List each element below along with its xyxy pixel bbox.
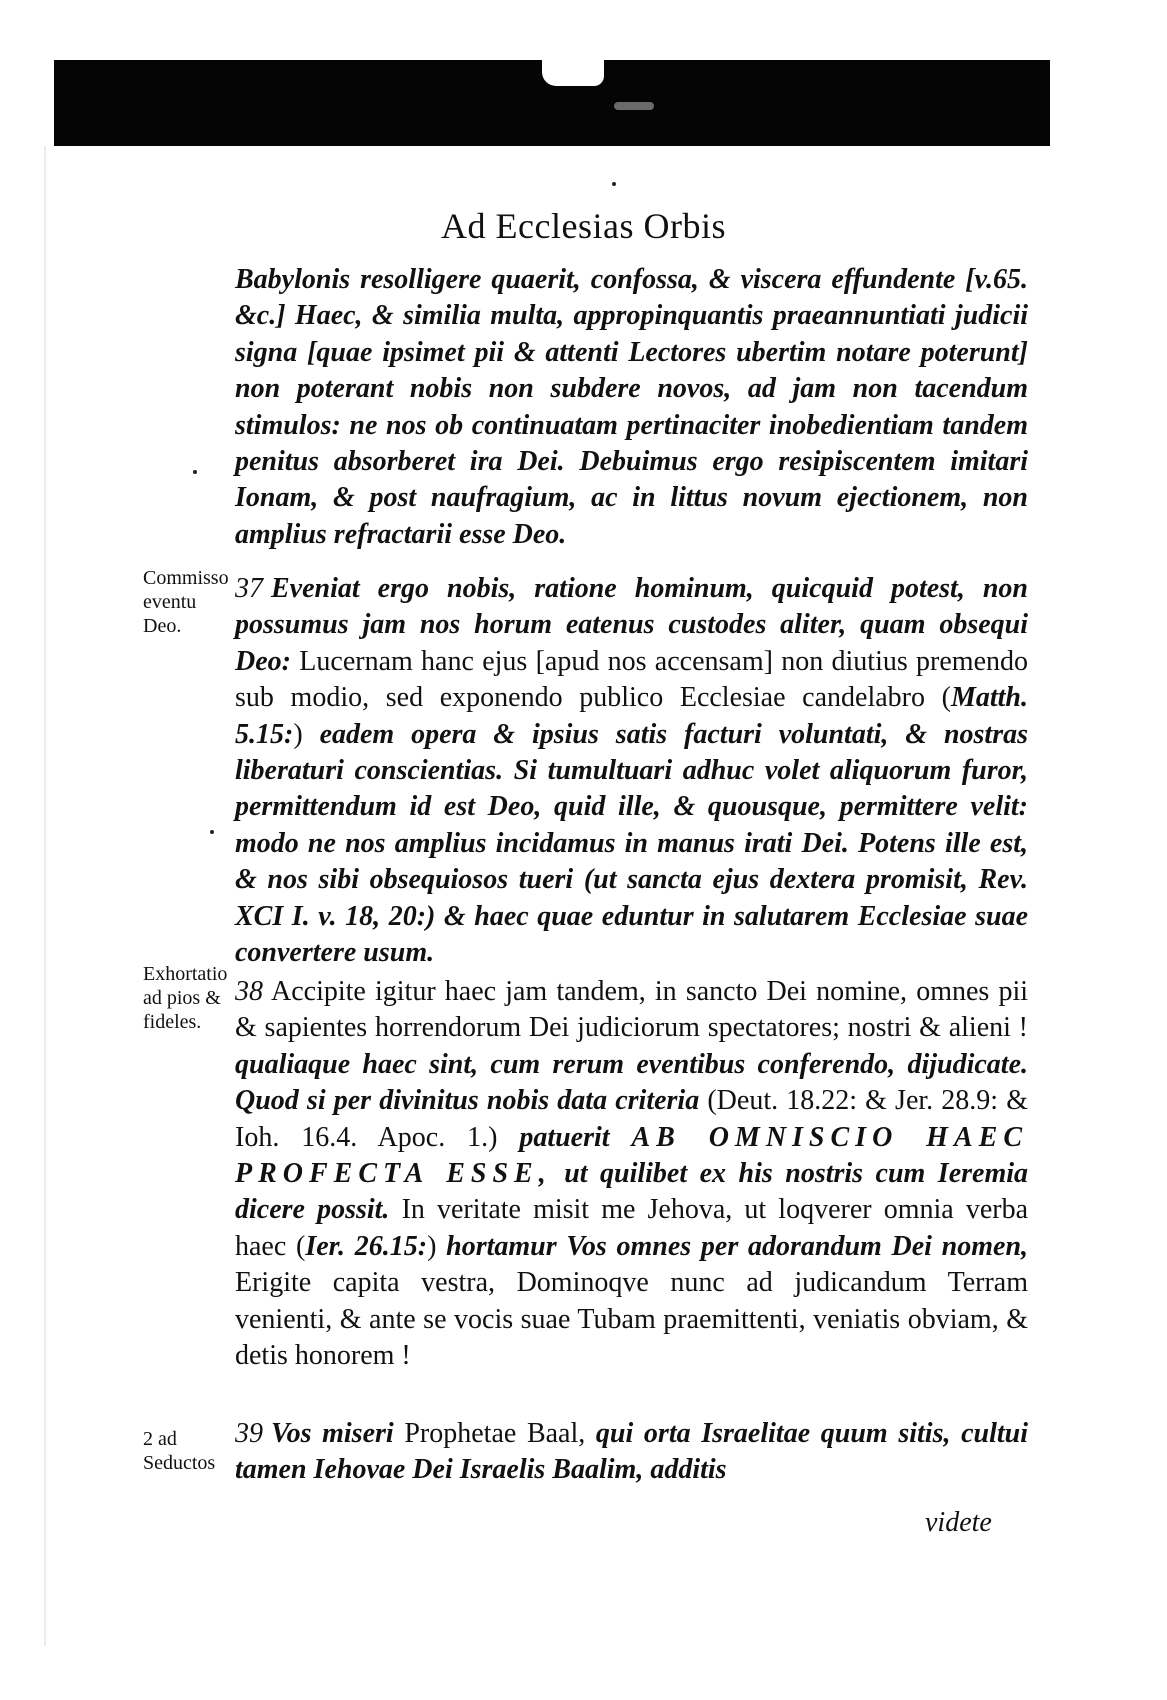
paragraph-number-38: 38 <box>235 976 263 1007</box>
p38-italic-1: qualiaque haec sint, cum rerum eventibus conferendo, dijudicate. Quod si per divinitus nobis data criteria <box>235 1048 1028 1117</box>
p38-italic-4: hortamur Vos omnes per adorandum Dei nomen, <box>446 1230 1029 1262</box>
speck <box>193 470 197 474</box>
scan-artifact-2 <box>614 102 654 110</box>
scan-header-bar <box>54 60 1050 146</box>
p37-roman-1: Lucernam hanc ejus [apud nos accensam] non diutius premendo sub modio, sed exponendo publico Ecclesiae candelabro ( <box>235 645 1029 714</box>
p38-roman-2: (Deut. 18.22: & Jer. 28.9: & Ioh. 16.4. Apoc. 1.) <box>235 1085 1028 1153</box>
p37-reference: Matth. 5.15: <box>235 682 1028 750</box>
p38-capitals: AB OMNISCIO HAEC PROFECTA ESSE, <box>235 1121 1028 1190</box>
p38-italic-3: ut quilibet ex his nostris cum Ieremia dicere possit. <box>235 1158 1029 1226</box>
p39-italic-1: qui orta Israelitae quum sitis, cultui tamen Iehovae Dei Israelis Baalim, additis <box>235 1418 1029 1486</box>
p37-italic-2: eadem opera & ipsius satis facturi voluntati, & nostras liberaturi conscientias. Si tumultuari adhuc volet aliquorum furor, permittendum id est Deo, quid ille, & quousque, permittere velit: modo ne nos amplius incidamus in manus irati Dei. Potens ille est, & nos sibi obsequiosos tueri (ut sancta ejus dextera promisit, Rev. XCI I. v. 18, 20:) & haec quae eduntur in salutarem Ecclesiae suae convertere usum. <box>235 718 1029 969</box>
p38-roman-3: In veritate misit me Jehova, ut loqverer omnia verba haec ( <box>235 1194 1028 1262</box>
speck <box>612 182 616 186</box>
p38-roman-1: Accipite igitur haec jam tandem, in sancto Dei nomine, omnes pii & sapientes horrendorum Dei judiciorum spectatores; nostri & alieni ! <box>235 976 1028 1044</box>
page-edge <box>44 146 46 1646</box>
margin-note-3: 2 ad Seductos <box>143 1428 216 1474</box>
speck <box>210 830 214 834</box>
p37-italic-1: Eveniat ergo nobis, ratione hominum, quicquid potest, non possumus jam nos horum eatenus custodes aliter, quam obsequi Deo: <box>235 573 1028 677</box>
paragraph-37 <box>235 571 1028 971</box>
paragraph-number-37: 37 <box>235 573 263 604</box>
p37-roman-2: ) <box>293 718 303 750</box>
p39-roman-1: Vos miseri <box>271 1418 394 1449</box>
p38-italic-2: patuerit <box>519 1121 610 1153</box>
p38-roman-5: Erigite capita vestra, Dominoqve nunc ad judicandum Terram venienti, & ante se vocis suae Tubam praemittenti, veniatis obviam, & detis honorem ! <box>235 1267 1028 1372</box>
paragraph-36-text: Babylonis resolligere quaerit, confossa, & viscera effundente [v.65. &c.] Haec, & similia multa, appropinquantis praeannuntiati judicii signa [quae ipsimet pii & attenti Lectores ubertim notare poterunt] non poterant nobis non subdere novos, ad jam non tacendum stimulos: ne nos ob continuatam pertinaciter inobedientiam tandem penitus absorberet ira Dei. Debuimus ergo resipiscentem imitari Ionam, & post naufragium, ac in littus novum ejectionem, non amplius refractarii esse Deo. <box>235 264 1028 550</box>
paragraph-36-continuation <box>235 262 1028 553</box>
paragraph-number-39: 39 <box>235 1418 263 1449</box>
p39-roman-2: Prophetae Baal, <box>404 1418 586 1449</box>
paragraph-38 <box>235 974 1028 1374</box>
margin-note-1: Commisso eventu Deo. <box>143 567 229 637</box>
paragraph-39 <box>235 1416 1028 1489</box>
p38-reference: Ier. 26.15: <box>305 1230 428 1262</box>
catchword: videte <box>925 1507 992 1538</box>
margin-note-2: Exhortatio ad pios & fideles. <box>143 963 228 1033</box>
scan-artifact <box>542 60 604 86</box>
p38-roman-4: ) <box>427 1230 437 1262</box>
page-title: Ad Ecclesias Orbis <box>441 206 726 246</box>
